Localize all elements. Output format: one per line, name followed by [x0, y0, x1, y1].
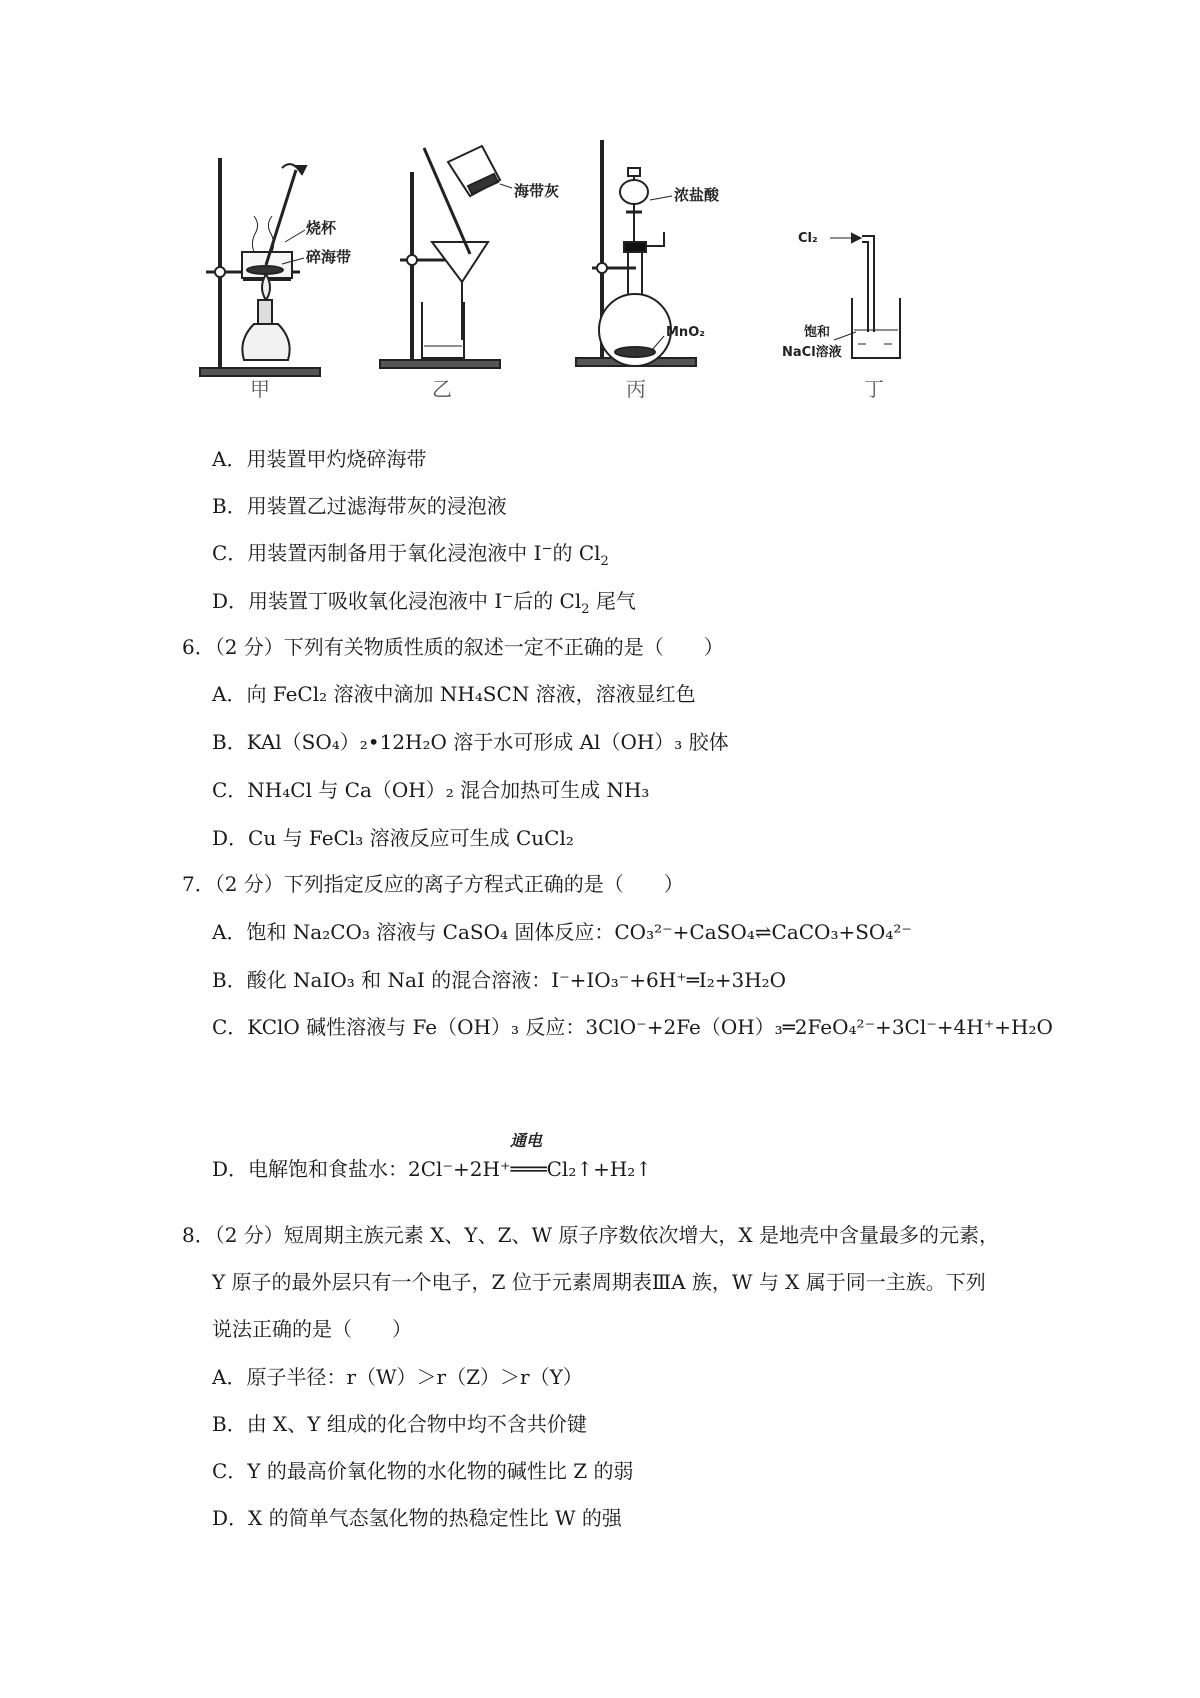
q5-option-d	[212, 588, 636, 617]
q6-stem: 6．（2 分）下列有关物质性质的叙述一定不正确的是（ ）	[182, 635, 724, 659]
q5-option-c-text: C．用装置丙制备用于氧化浸泡液中 I	[212, 541, 542, 565]
label-ash: 海带灰	[514, 182, 560, 200]
q7-option-a: A．饱和 Na₂CO₃ 溶液与 CaSO₄ 固体反应：CO₃²⁻+CaSO₄⇌CaCO₃+SO₄²⁻	[212, 920, 912, 944]
apparatus-ding	[830, 234, 900, 358]
caption-bing: 丙	[626, 377, 646, 400]
q8-stem-line3: 说法正确的是（ ）	[212, 1317, 412, 1341]
q5-option-c-sup: −	[541, 541, 553, 557]
q8-option-c: C．Y 的最高价氧化物的水化物的碱性比 Z 的弱	[212, 1459, 634, 1483]
q8-stem-line1: 8．（2 分）短周期主族元素 X、Y、Z、W 原子序数依次增大，X 是地壳中含量最多的元素，	[182, 1223, 1000, 1247]
q8-option-a: A．原子半径：r（W）＞r（Z）＞r（Y）	[212, 1365, 583, 1389]
apparatus-yi	[380, 146, 512, 368]
q5-option-a: A．用装置甲灼烧碎海带	[212, 447, 427, 471]
label-nacl-2: NaCl溶液	[782, 345, 842, 360]
label-mno2: MnO₂	[666, 325, 705, 340]
caption-ding: 丁	[864, 377, 884, 400]
q5-option-d-mid: 后的 Cl	[513, 589, 582, 613]
caption-yi: 乙	[432, 377, 452, 400]
label-hcl: 浓盐酸	[674, 186, 720, 204]
q8-stem-line2: Y 原子的最外层只有一个电子，Z 位于元素周期表ⅢA 族，W 与 X 属于同一主族。下列	[212, 1270, 986, 1294]
label-nacl-1: 饱和	[804, 325, 831, 340]
q6-option-c: C．NH₄Cl 与 Ca（OH）₂ 混合加热可生成 NH₃	[212, 778, 650, 802]
q7-option-d: D．电解饱和食盐水：2Cl⁻+2H⁺═══Cl₂↑+H₂↑	[212, 1157, 653, 1181]
q5-option-d-sup: −	[502, 589, 514, 605]
q5-option-c-sub: 2	[600, 554, 609, 569]
label-beaker: 烧杯	[306, 219, 337, 237]
q5-option-d-sub: 2	[581, 602, 590, 617]
q6-option-a: A．向 FeCl₂ 溶液中滴加 NH₄SCN 溶液，溶液显红色	[212, 682, 696, 706]
caption-jia: 甲	[250, 377, 270, 400]
label-cl2: Cl₂	[798, 231, 818, 246]
q5-option-c	[212, 540, 609, 569]
q7-option-b: B．酸化 NaIO₃ 和 NaI 的混合溶液：I⁻+IO₃⁻+6H⁺═I₂+3H₂O	[212, 968, 787, 992]
q7-option-c: C．KClO 碱性溶液与 Fe（OH）₃ 反应：3ClO⁻+2Fe（OH）₃═2FeO₄²⁻+3Cl⁻+4H⁺+H₂O	[212, 1015, 1053, 1039]
apparatus-jia	[200, 158, 320, 376]
q5-option-d-text: D．用装置丁吸收氧化浸泡液中 I	[212, 589, 503, 613]
label-seaweed: 碎海带	[306, 248, 352, 266]
q6-option-d: D．Cu 与 FeCl₃ 溶液反应可生成 CuCl₂	[212, 826, 574, 850]
q7-d-condition: 通电	[510, 1131, 543, 1150]
apparatus-figure	[0, 0, 1200, 400]
q8-option-d: D．X 的简单气态氢化物的热稳定性比 W 的强	[212, 1506, 622, 1530]
q6-option-b: B．KAl（SO₄）₂•12H₂O 溶于水可形成 Al（OH）₃ 胶体	[212, 730, 729, 754]
q5-option-b: B．用装置乙过滤海带灰的浸泡液	[212, 494, 507, 518]
q8-option-b: B．由 X、Y 组成的化合物中均不含共价键	[212, 1412, 587, 1436]
q7-stem: 7．（2 分）下列指定反应的离子方程式正确的是（ ）	[182, 872, 684, 896]
q5-option-d-post: 尾气	[589, 589, 636, 613]
q5-option-c-mid: 的 Cl	[552, 541, 601, 565]
